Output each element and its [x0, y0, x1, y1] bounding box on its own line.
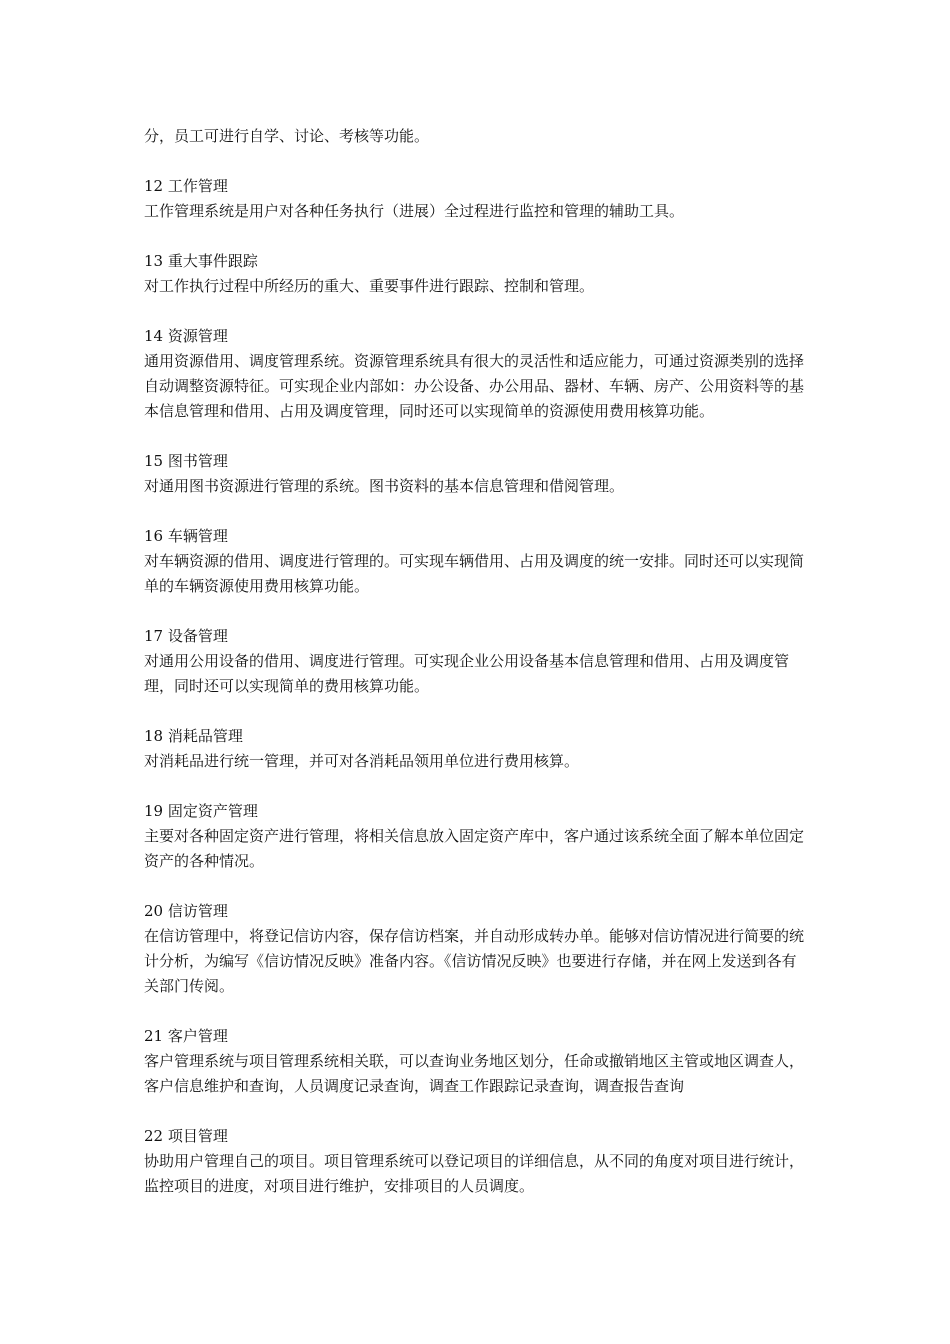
section-heading: 22 项目管理 [144, 1127, 228, 1145]
section-body: 工作管理系统是用户对各种任务执行（进展）全过程进行监控和管理的辅助工具。 [144, 202, 685, 220]
section-13 [144, 249, 810, 299]
section-body: 对通用图书资源进行管理的系统。图书资料的基本信息管理和借阅管理。 [144, 477, 625, 495]
section-heading: 16 车辆管理 [144, 527, 228, 545]
section-heading: 15 图书管理 [144, 452, 228, 470]
section-15 [144, 449, 810, 499]
section-18 [144, 724, 810, 774]
section-body: 通用资源借用、调度管理系统。资源管理系统具有很大的灵活性和适应能力，可通过资源类别的选择自动调整资源特征。可实现企业内部如：办公设备、办公用品、器材、车辆、房产、公用资料等的基本信息管理和借用、占用及调度管理，同时还可以实现简单的资源使用费用核算功能。 [144, 352, 805, 420]
section-body: 主要对各种固定资产进行管理，将相关信息放入固定资产库中，客户通过该系统全面了解本单位固定资产的各种情况。 [144, 827, 805, 870]
section-20 [144, 899, 810, 999]
section-body: 对消耗品进行统一管理，并可对各消耗品领用单位进行费用核算。 [144, 752, 580, 770]
section-heading: 19 固定资产管理 [144, 802, 258, 820]
intro-paragraph: 分，员工可进行自学、讨论、考核等功能。 [144, 127, 430, 145]
section-body: 对车辆资源的借用、调度进行管理的。可实现车辆借用、占用及调度的统一安排。同时还可以实现简单的车辆资源使用费用核算功能。 [144, 552, 805, 595]
section-16 [144, 524, 810, 599]
section-body: 对通用公用设备的借用、调度进行管理。可实现企业公用设备基本信息管理和借用、占用及调度管理，同时还可以实现简单的费用核算功能。 [144, 652, 790, 695]
section-21 [144, 1024, 810, 1099]
section-14 [144, 324, 810, 424]
section-12 [144, 174, 810, 224]
section-heading: 21 客户管理 [144, 1027, 228, 1045]
section-heading: 13 重大事件跟踪 [144, 252, 258, 270]
section-heading: 20 信访管理 [144, 902, 228, 920]
section-19 [144, 799, 810, 874]
document-page [144, 124, 810, 1199]
section-heading: 12 工作管理 [144, 177, 228, 195]
section-body: 在信访管理中，将登记信访内容，保存信访档案，并自动形成转办单。能够对信访情况进行简要的统计分析，为编写《信访情况反映》准备内容。《信访情况反映》也要进行存储，并在网上发送到各有关部门传阅。 [144, 927, 805, 995]
section-17 [144, 624, 810, 699]
section-heading: 18 消耗品管理 [144, 727, 243, 745]
section-body: 对工作执行过程中所经历的重大、重要事件进行跟踪、控制和管理。 [144, 277, 595, 295]
section-heading: 17 设备管理 [144, 627, 228, 645]
section-heading: 14 资源管理 [144, 327, 228, 345]
section-body: 协助用户管理自己的项目。项目管理系统可以登记项目的详细信息，从不同的角度对项目进行统计，监控项目的进度，对项目进行维护，安排项目的人员调度。 [144, 1152, 805, 1195]
section-22 [144, 1124, 810, 1199]
section-body: 客户管理系统与项目管理系统相关联，可以查询业务地区划分，任命或撤销地区主管或地区调查人，客户信息维护和查询，人员调度记录查询，调查工作跟踪记录查询，调查报告查询 [144, 1052, 805, 1095]
